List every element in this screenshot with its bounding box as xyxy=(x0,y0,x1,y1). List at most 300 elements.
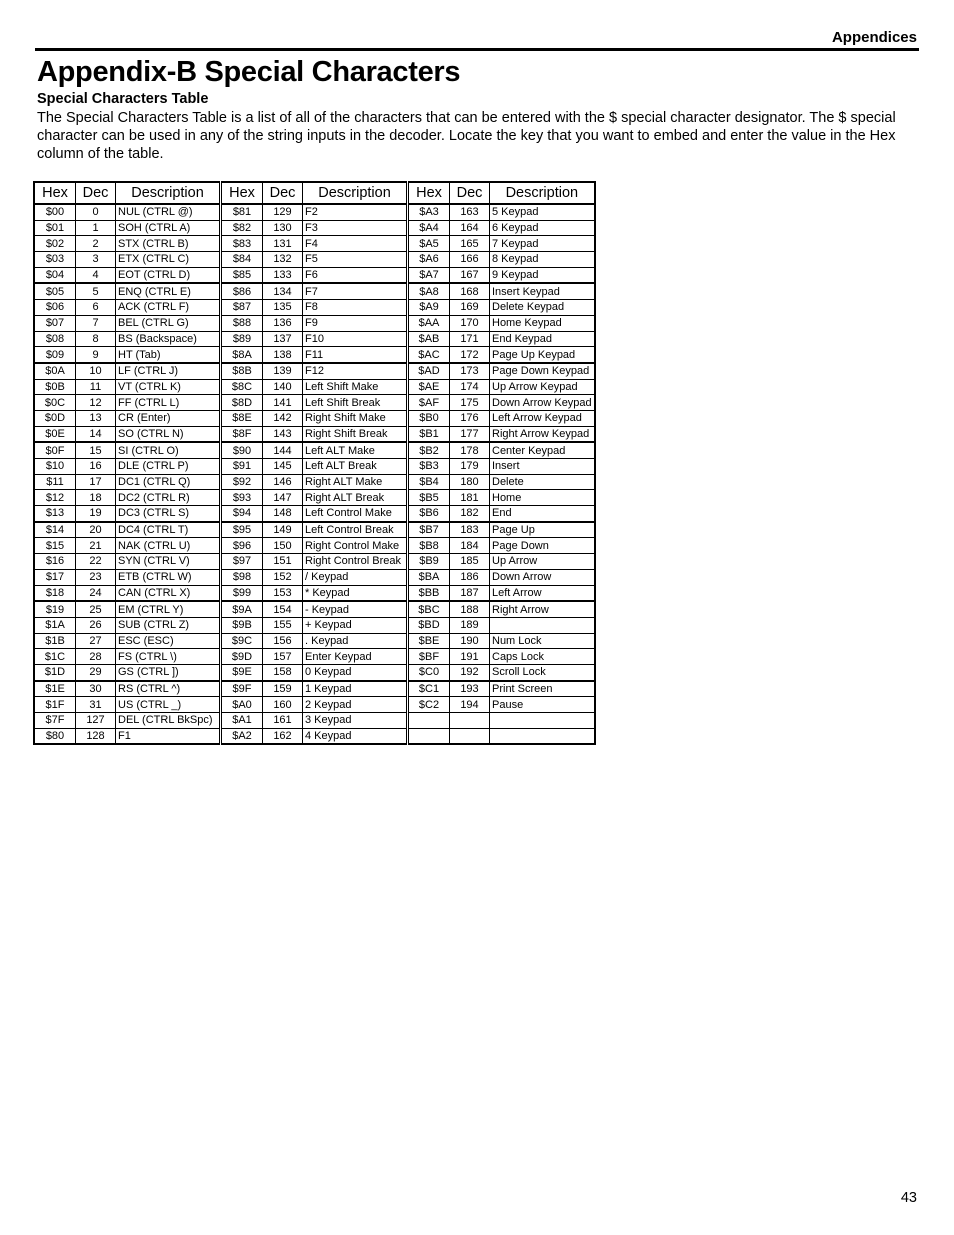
cell-description: Right Arrow Keypad xyxy=(490,426,595,442)
cell-description: Left ALT Break xyxy=(303,459,408,475)
cell-dec: 139 xyxy=(263,363,303,379)
table-body xyxy=(34,204,595,744)
cell-hex: $81 xyxy=(221,204,263,220)
cell-description: ESC (ESC) xyxy=(116,633,221,649)
cell-dec: 29 xyxy=(76,664,116,680)
cell-hex: $BE xyxy=(408,633,450,649)
intro-paragraph: The Special Characters Table is a list of all of the characters that can be entered with the $ special character designator. The $ special character can be used in any of the string inputs in the decoder. Locate the key that you want to embed and enter the value in the Hex column of the table. xyxy=(37,110,896,162)
cell-dec: 169 xyxy=(450,300,490,316)
cell-dec: 130 xyxy=(263,220,303,236)
cell-description: Insert xyxy=(490,459,595,475)
cell-description: + Keypad xyxy=(303,617,408,633)
cell-description: NUL (CTRL @) xyxy=(116,204,221,220)
cell-description: NAK (CTRL U) xyxy=(116,538,221,554)
cell-hex: $11 xyxy=(34,474,76,490)
cell-dec: 134 xyxy=(263,283,303,299)
cell-dec: 141 xyxy=(263,395,303,411)
cell-description: Left ALT Make xyxy=(303,442,408,458)
cell-description: * Keypad xyxy=(303,585,408,601)
cell-description: CAN (CTRL X) xyxy=(116,585,221,601)
cell-hex: $16 xyxy=(34,554,76,570)
cell-description: 9 Keypad xyxy=(490,267,595,283)
table-row xyxy=(34,506,595,522)
table-row xyxy=(34,315,595,331)
cell-dec: 171 xyxy=(450,331,490,347)
cell-hex: $8E xyxy=(221,410,263,426)
cell-description: Left Shift Make xyxy=(303,379,408,395)
cell-dec: 135 xyxy=(263,300,303,316)
cell-dec: 128 xyxy=(76,728,116,744)
cell-hex xyxy=(408,728,450,744)
cell-dec: 13 xyxy=(76,410,116,426)
cell-dec: 194 xyxy=(450,697,490,713)
cell-dec: 132 xyxy=(263,252,303,268)
cell-dec: 19 xyxy=(76,506,116,522)
cell-description: EOT (CTRL D) xyxy=(116,267,221,283)
cell-hex: $A8 xyxy=(408,283,450,299)
cell-hex: $05 xyxy=(34,283,76,299)
col-header-dec: Dec xyxy=(76,182,116,204)
cell-dec: 188 xyxy=(450,601,490,617)
cell-description: STX (CTRL B) xyxy=(116,236,221,252)
cell-dec: 161 xyxy=(263,713,303,729)
table-row xyxy=(34,363,595,379)
cell-hex: $AB xyxy=(408,331,450,347)
table-row xyxy=(34,204,595,220)
table-row xyxy=(34,728,595,744)
cell-description: End Keypad xyxy=(490,331,595,347)
cell-hex: $0D xyxy=(34,410,76,426)
cell-description: Home Keypad xyxy=(490,315,595,331)
cell-description: GS (CTRL ]) xyxy=(116,664,221,680)
cell-dec: 30 xyxy=(76,681,116,697)
cell-description: 1 Keypad xyxy=(303,681,408,697)
cell-description: Home xyxy=(490,490,595,506)
table-row xyxy=(34,554,595,570)
cell-description: F12 xyxy=(303,363,408,379)
cell-description: SUB (CTRL Z) xyxy=(116,617,221,633)
cell-description: F2 xyxy=(303,204,408,220)
cell-dec: 140 xyxy=(263,379,303,395)
table-row xyxy=(34,569,595,585)
cell-hex: $A2 xyxy=(221,728,263,744)
cell-description: - Keypad xyxy=(303,601,408,617)
cell-hex: $B6 xyxy=(408,506,450,522)
cell-dec: 174 xyxy=(450,379,490,395)
cell-description xyxy=(490,617,595,633)
cell-hex: $B0 xyxy=(408,410,450,426)
cell-hex: $A4 xyxy=(408,220,450,236)
cell-dec: 0 xyxy=(76,204,116,220)
cell-hex: $7F xyxy=(34,713,76,729)
cell-hex: $17 xyxy=(34,569,76,585)
table-row xyxy=(34,664,595,680)
cell-description: DEL (CTRL BkSpc) xyxy=(116,713,221,729)
cell-description: Page Down xyxy=(490,538,595,554)
page-title: Appendix-B Special Characters xyxy=(37,56,461,88)
cell-hex: $B5 xyxy=(408,490,450,506)
cell-hex: $B7 xyxy=(408,522,450,538)
cell-description: SOH (CTRL A) xyxy=(116,220,221,236)
table-row xyxy=(34,538,595,554)
cell-hex: $A9 xyxy=(408,300,450,316)
cell-description: RS (CTRL ^) xyxy=(116,681,221,697)
cell-dec: 167 xyxy=(450,267,490,283)
cell-hex: $9F xyxy=(221,681,263,697)
cell-description: Caps Lock xyxy=(490,649,595,665)
cell-description: US (CTRL _) xyxy=(116,697,221,713)
cell-dec: 4 xyxy=(76,267,116,283)
cell-hex: $A6 xyxy=(408,252,450,268)
cell-description: 6 Keypad xyxy=(490,220,595,236)
table-row xyxy=(34,601,595,617)
cell-description: SI (CTRL O) xyxy=(116,442,221,458)
cell-hex: $B3 xyxy=(408,459,450,475)
cell-hex: $97 xyxy=(221,554,263,570)
cell-description: Right ALT Make xyxy=(303,474,408,490)
cell-description: 5 Keypad xyxy=(490,204,595,220)
cell-dec: 28 xyxy=(76,649,116,665)
cell-hex: $15 xyxy=(34,538,76,554)
cell-dec: 163 xyxy=(450,204,490,220)
table-row xyxy=(34,283,595,299)
cell-dec: 190 xyxy=(450,633,490,649)
cell-hex: $BC xyxy=(408,601,450,617)
cell-dec: 164 xyxy=(450,220,490,236)
cell-dec: 8 xyxy=(76,331,116,347)
table-row xyxy=(34,347,595,363)
cell-dec: 162 xyxy=(263,728,303,744)
cell-dec: 133 xyxy=(263,267,303,283)
cell-description: Print Screen xyxy=(490,681,595,697)
cell-hex: $9D xyxy=(221,649,263,665)
cell-hex: $B9 xyxy=(408,554,450,570)
cell-dec: 151 xyxy=(263,554,303,570)
cell-dec: 182 xyxy=(450,506,490,522)
cell-description: F5 xyxy=(303,252,408,268)
cell-dec: 184 xyxy=(450,538,490,554)
col-header-dec: Dec xyxy=(263,182,303,204)
cell-dec xyxy=(450,713,490,729)
cell-hex: $89 xyxy=(221,331,263,347)
cell-dec: 2 xyxy=(76,236,116,252)
cell-dec: 153 xyxy=(263,585,303,601)
cell-hex: $8F xyxy=(221,426,263,442)
table-row xyxy=(34,617,595,633)
cell-description: 3 Keypad xyxy=(303,713,408,729)
cell-dec: 9 xyxy=(76,347,116,363)
col-header-hex: Hex xyxy=(34,182,76,204)
cell-dec: 131 xyxy=(263,236,303,252)
cell-hex: $83 xyxy=(221,236,263,252)
cell-hex: $AC xyxy=(408,347,450,363)
cell-dec: 1 xyxy=(76,220,116,236)
cell-dec: 155 xyxy=(263,617,303,633)
cell-description: 2 Keypad xyxy=(303,697,408,713)
cell-dec: 172 xyxy=(450,347,490,363)
table-row xyxy=(34,426,595,442)
cell-dec: 189 xyxy=(450,617,490,633)
cell-dec: 145 xyxy=(263,459,303,475)
cell-dec: 18 xyxy=(76,490,116,506)
cell-description xyxy=(490,713,595,729)
cell-hex: $1D xyxy=(34,664,76,680)
cell-description: FF (CTRL L) xyxy=(116,395,221,411)
cell-description: 0 Keypad xyxy=(303,664,408,680)
cell-description: 4 Keypad xyxy=(303,728,408,744)
cell-dec: 144 xyxy=(263,442,303,458)
section-title: Appendices xyxy=(831,29,917,46)
cell-hex: $93 xyxy=(221,490,263,506)
table-row xyxy=(34,474,595,490)
cell-dec: 10 xyxy=(76,363,116,379)
cell-hex: $02 xyxy=(34,236,76,252)
cell-dec: 180 xyxy=(450,474,490,490)
cell-description: . Keypad xyxy=(303,633,408,649)
cell-hex: $AF xyxy=(408,395,450,411)
cell-dec: 158 xyxy=(263,664,303,680)
cell-description: Up Arrow xyxy=(490,554,595,570)
cell-dec: 183 xyxy=(450,522,490,538)
cell-hex: $96 xyxy=(221,538,263,554)
cell-hex: $07 xyxy=(34,315,76,331)
cell-description: VT (CTRL K) xyxy=(116,379,221,395)
table-row xyxy=(34,395,595,411)
cell-hex: $A5 xyxy=(408,236,450,252)
cell-dec: 179 xyxy=(450,459,490,475)
cell-description: DC2 (CTRL R) xyxy=(116,490,221,506)
cell-hex: $88 xyxy=(221,315,263,331)
cell-description: BS (Backspace) xyxy=(116,331,221,347)
cell-hex: $8B xyxy=(221,363,263,379)
cell-description: F6 xyxy=(303,267,408,283)
cell-hex: $A0 xyxy=(221,697,263,713)
cell-description: Delete xyxy=(490,474,595,490)
table-row xyxy=(34,522,595,538)
cell-description: Num Lock xyxy=(490,633,595,649)
cell-description: Page Down Keypad xyxy=(490,363,595,379)
cell-hex: $04 xyxy=(34,267,76,283)
cell-dec xyxy=(450,728,490,744)
cell-description: Page Up xyxy=(490,522,595,538)
cell-dec: 17 xyxy=(76,474,116,490)
table-row xyxy=(34,410,595,426)
cell-hex: $AE xyxy=(408,379,450,395)
cell-dec: 15 xyxy=(76,442,116,458)
cell-hex: $0C xyxy=(34,395,76,411)
cell-hex: $AD xyxy=(408,363,450,379)
cell-description: Center Keypad xyxy=(490,442,595,458)
cell-dec: 154 xyxy=(263,601,303,617)
cell-hex: $BA xyxy=(408,569,450,585)
cell-hex: $10 xyxy=(34,459,76,475)
cell-description: ACK (CTRL F) xyxy=(116,300,221,316)
cell-dec: 149 xyxy=(263,522,303,538)
cell-dec: 11 xyxy=(76,379,116,395)
cell-description: Right Shift Break xyxy=(303,426,408,442)
cell-dec: 22 xyxy=(76,554,116,570)
cell-description: ENQ (CTRL E) xyxy=(116,283,221,299)
cell-description: Page Up Keypad xyxy=(490,347,595,363)
cell-description: Down Arrow Keypad xyxy=(490,395,595,411)
cell-hex: $9A xyxy=(221,601,263,617)
table-row xyxy=(34,585,595,601)
table-row xyxy=(34,379,595,395)
cell-hex: $12 xyxy=(34,490,76,506)
cell-hex: $C2 xyxy=(408,697,450,713)
cell-dec: 147 xyxy=(263,490,303,506)
cell-hex: $B8 xyxy=(408,538,450,554)
cell-hex: $95 xyxy=(221,522,263,538)
cell-dec: 26 xyxy=(76,617,116,633)
cell-dec: 150 xyxy=(263,538,303,554)
cell-hex: $09 xyxy=(34,347,76,363)
cell-dec: 185 xyxy=(450,554,490,570)
table-row xyxy=(34,442,595,458)
cell-description: LF (CTRL J) xyxy=(116,363,221,379)
table-row xyxy=(34,220,595,236)
cell-description: Scroll Lock xyxy=(490,664,595,680)
cell-hex: $9E xyxy=(221,664,263,680)
cell-hex: $B1 xyxy=(408,426,450,442)
cell-description: Right Control Make xyxy=(303,538,408,554)
cell-dec: 178 xyxy=(450,442,490,458)
cell-dec: 191 xyxy=(450,649,490,665)
cell-description: F4 xyxy=(303,236,408,252)
cell-hex: $87 xyxy=(221,300,263,316)
table-row xyxy=(34,681,595,697)
cell-dec: 146 xyxy=(263,474,303,490)
cell-hex: $BB xyxy=(408,585,450,601)
cell-description: F1 xyxy=(116,728,221,744)
cell-dec: 160 xyxy=(263,697,303,713)
cell-dec: 170 xyxy=(450,315,490,331)
cell-description: ETB (CTRL W) xyxy=(116,569,221,585)
cell-description: Left Arrow Keypad xyxy=(490,410,595,426)
cell-hex: $98 xyxy=(221,569,263,585)
cell-hex: $01 xyxy=(34,220,76,236)
table-row xyxy=(34,300,595,316)
cell-description: Down Arrow xyxy=(490,569,595,585)
cell-dec: 176 xyxy=(450,410,490,426)
col-header-description: Description xyxy=(303,182,408,204)
table-heading: Special Characters Table xyxy=(37,91,209,107)
cell-dec: 142 xyxy=(263,410,303,426)
cell-dec: 143 xyxy=(263,426,303,442)
cell-hex: $AA xyxy=(408,315,450,331)
table-row xyxy=(34,633,595,649)
cell-hex: $0A xyxy=(34,363,76,379)
cell-dec: 5 xyxy=(76,283,116,299)
cell-hex: $90 xyxy=(221,442,263,458)
cell-description: DC4 (CTRL T) xyxy=(116,522,221,538)
cell-dec: 12 xyxy=(76,395,116,411)
cell-dec: 156 xyxy=(263,633,303,649)
cell-hex: $13 xyxy=(34,506,76,522)
cell-description: F3 xyxy=(303,220,408,236)
cell-hex: $14 xyxy=(34,522,76,538)
cell-description: Right Shift Make xyxy=(303,410,408,426)
table-header-row xyxy=(34,182,595,204)
cell-hex: $1A xyxy=(34,617,76,633)
cell-hex: $1C xyxy=(34,649,76,665)
cell-dec: 127 xyxy=(76,713,116,729)
cell-hex: $03 xyxy=(34,252,76,268)
cell-description: ETX (CTRL C) xyxy=(116,252,221,268)
table-row xyxy=(34,459,595,475)
cell-hex: $99 xyxy=(221,585,263,601)
cell-description: SO (CTRL N) xyxy=(116,426,221,442)
cell-description: SYN (CTRL V) xyxy=(116,554,221,570)
cell-description: DLE (CTRL P) xyxy=(116,459,221,475)
cell-description: / Keypad xyxy=(303,569,408,585)
cell-dec: 137 xyxy=(263,331,303,347)
cell-hex: $92 xyxy=(221,474,263,490)
cell-description: BEL (CTRL G) xyxy=(116,315,221,331)
cell-hex: $BD xyxy=(408,617,450,633)
cell-dec: 31 xyxy=(76,697,116,713)
cell-hex: $08 xyxy=(34,331,76,347)
cell-hex: $B2 xyxy=(408,442,450,458)
cell-dec: 7 xyxy=(76,315,116,331)
cell-description: Right Control Break xyxy=(303,554,408,570)
cell-description: DC3 (CTRL S) xyxy=(116,506,221,522)
cell-description: DC1 (CTRL Q) xyxy=(116,474,221,490)
cell-hex: $C1 xyxy=(408,681,450,697)
cell-hex: $19 xyxy=(34,601,76,617)
cell-hex: $91 xyxy=(221,459,263,475)
cell-dec: 165 xyxy=(450,236,490,252)
cell-dec: 138 xyxy=(263,347,303,363)
cell-dec: 168 xyxy=(450,283,490,299)
cell-dec: 14 xyxy=(76,426,116,442)
cell-description: F8 xyxy=(303,300,408,316)
cell-hex: $18 xyxy=(34,585,76,601)
page-header xyxy=(35,28,919,51)
page-number: 43 xyxy=(900,1190,917,1206)
cell-dec: 24 xyxy=(76,585,116,601)
cell-dec: 23 xyxy=(76,569,116,585)
cell-hex: $A1 xyxy=(221,713,263,729)
cell-hex: $0E xyxy=(34,426,76,442)
cell-description: F9 xyxy=(303,315,408,331)
cell-description: Insert Keypad xyxy=(490,283,595,299)
cell-hex: $8C xyxy=(221,379,263,395)
cell-description: Pause xyxy=(490,697,595,713)
cell-dec: 157 xyxy=(263,649,303,665)
cell-dec: 192 xyxy=(450,664,490,680)
cell-description: F11 xyxy=(303,347,408,363)
cell-description: Delete Keypad xyxy=(490,300,595,316)
cell-dec: 173 xyxy=(450,363,490,379)
cell-hex: $84 xyxy=(221,252,263,268)
cell-description xyxy=(490,728,595,744)
col-header-dec: Dec xyxy=(450,182,490,204)
cell-description: EM (CTRL Y) xyxy=(116,601,221,617)
col-header-description: Description xyxy=(116,182,221,204)
cell-dec: 181 xyxy=(450,490,490,506)
cell-description: Left Arrow xyxy=(490,585,595,601)
cell-hex: $94 xyxy=(221,506,263,522)
cell-dec: 186 xyxy=(450,569,490,585)
cell-description: FS (CTRL \) xyxy=(116,649,221,665)
cell-hex: $9B xyxy=(221,617,263,633)
cell-hex: $8A xyxy=(221,347,263,363)
cell-hex: $85 xyxy=(221,267,263,283)
cell-description: Right Arrow xyxy=(490,601,595,617)
cell-hex: $1B xyxy=(34,633,76,649)
cell-hex: $80 xyxy=(34,728,76,744)
